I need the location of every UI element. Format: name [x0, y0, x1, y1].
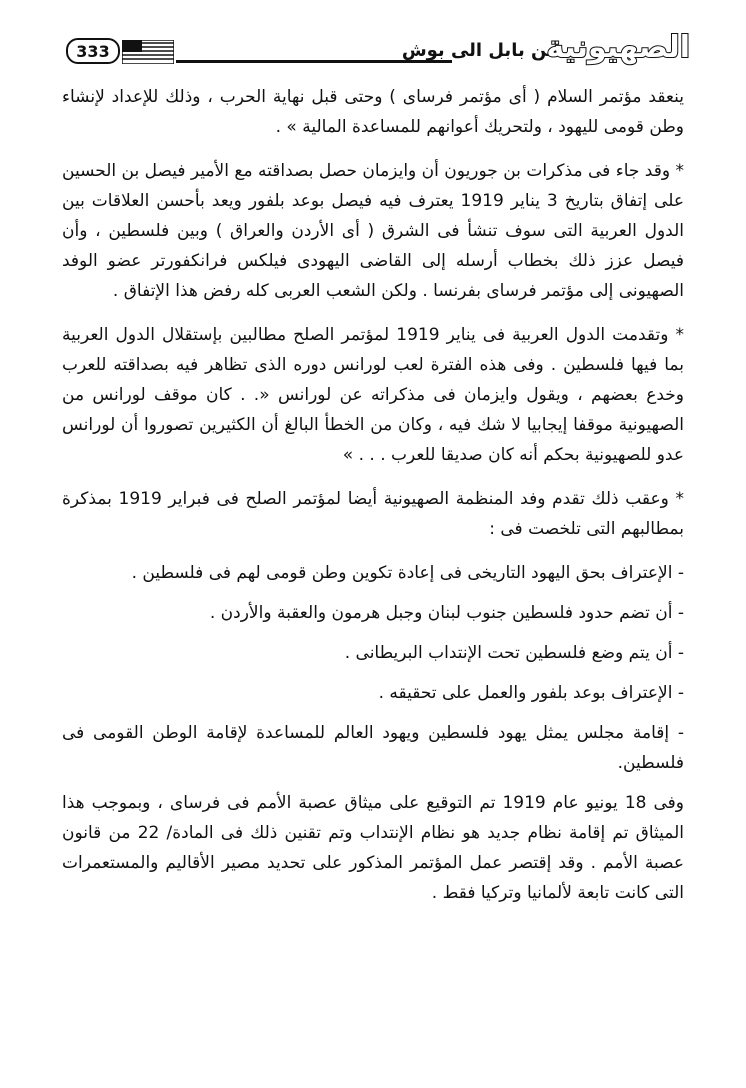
- list-item: - أن تضم حدود فلسطين جنوب لبنان وجبل هرمون والعقبة والأردن .: [209, 603, 684, 623]
- paragraph-4: * وعقب ذلك تقدم وفد المنظمة الصهيونية أيضا لمؤتمر الصلح فى فبراير 1919 بمذكرة بمطالبهم التى تلخصت فى :: [62, 489, 684, 539]
- list-item: - الإعتراف بحق اليهود التاريخى فى إعادة تكوين وطن قومى لهم فى فلسطين .: [131, 563, 684, 583]
- header-subtitle: ..من بابل الى بوش: [401, 40, 572, 61]
- closing-paragraph: وفى 18 يونيو عام 1919 تم التوقيع على ميثاق عصبة الأمم فى فرساى ، وبموجب هذا الميثاق تم إقامة نظام جديد هو نظام الإنتداب وتم تقنين ذلك فى المادة/ 22 من قانون عصبة الأمم . وقد إقتصر عمل المؤتمر المذكور على تحديد مصير الأقاليم والمستعمرات التى كانت تابعة لألمانيا وتركيا فقط .: [62, 793, 684, 903]
- list-item: - أن يتم وضع فلسطين تحت الإنتداب البريطانى .: [344, 643, 684, 663]
- paragraph-1: ينعقد مؤتمر السلام ( أى مؤتمر فرساى ) وحتى قبل نهاية الحرب ، وذلك للإعداد لإنشاء وطن قومى لليهود ، ولتحريك أعوانهم للمساعدة المالية » .: [62, 87, 684, 137]
- list-item: - الإعتراف بوعد بلفور والعمل على تحقيقه .: [378, 683, 684, 703]
- header-title: الصهيونية: [546, 30, 690, 65]
- paragraph-3: * وتقدمت الدول العربية فى يناير 1919 لمؤتمر الصلح مطالبين بإستقلال الدول العربية بما فيها فلسطين . وفى هذه الفترة لعب لورانس دوره الذى تظاهر فيه بصداقته للعرب وخدع بعضهم ، ويقول وايزمان فى مذكراته عن لورانس «. . كان موقف لورانس من الصهيونية موقفا إيجابيا لا شك فيه ، وكان من الخطأ البالغ أن الكثيرين تصوروا أن لورانس عدو للصهيونية بحكم أنه كان صديقا للعرب . . . »: [62, 325, 684, 465]
- paragraph-2: * وقد جاء فى مذكرات بن جوريون أن وايزمان حصل بصداقته مع الأمير فيصل بن الحسين على إتفاق بتاريخ 3 يناير 1919 يعترف فيه فيصل بوعد بلفور ويعد بأحسن العلاقات بين الدول العربية التى سوف تنشأ فى الشرق ( أى الأردن والعراق ) وبين فلسطين ، وأن فيصل عزز ذلك بخطاب أرسله إلى القاضى اليهودى فيلكس فرانكفورتر عضو الوفد الصهيونى إلى مؤتمر فرساى بفرنسا . ولكن الشعب العربى كله رفض هذا الإتفاق .: [62, 161, 684, 301]
- page-header: [60, 28, 690, 76]
- flag-icon: [122, 40, 174, 64]
- page-body: [62, 82, 684, 922]
- page-number: 333: [66, 38, 120, 64]
- list-item: - إقامة مجلس يمثل يهود فلسطين ويهود العالم للمساعدة لإقامة الوطن القومى فى فلسطين.: [62, 723, 684, 773]
